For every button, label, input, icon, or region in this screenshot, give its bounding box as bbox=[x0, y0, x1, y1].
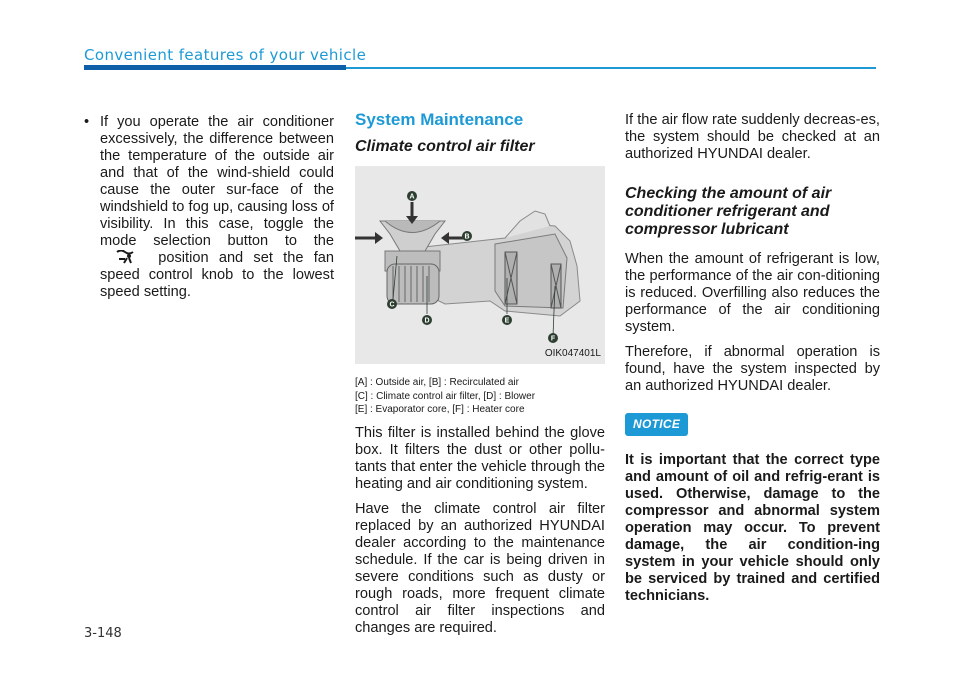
bullet-text-before: If you operate the air conditioner excessively, the difference between the temperature of the outside air and that of the wind-shield could cause the outer sur-face of the windshield to fog up, causing loss of visibility. In this case, toggle the mode selection button to the bbox=[100, 114, 334, 249]
bullet-text-after: position and set the fan speed control knob to the lowest speed setting. bbox=[100, 250, 334, 300]
figure-caption bbox=[355, 376, 605, 417]
air-filter-diagram bbox=[355, 166, 605, 364]
svg-text:C: C bbox=[389, 301, 395, 309]
bullet-item bbox=[84, 114, 334, 301]
column-left bbox=[84, 114, 334, 301]
svg-text:D: D bbox=[424, 317, 430, 325]
defrost-mode-icon bbox=[114, 250, 136, 264]
notice-badge: NOTICE bbox=[625, 413, 688, 436]
svg-text:F: F bbox=[550, 335, 556, 343]
svg-text:E: E bbox=[504, 317, 510, 325]
sub-heading: Checking the amount of air conditioner refrigerant and compressor lubricant bbox=[625, 185, 832, 238]
caption-line: [E] : Evaporator core, [F] : Heater core bbox=[355, 404, 525, 415]
svg-text:A: A bbox=[409, 193, 415, 201]
column-right bbox=[625, 112, 880, 605]
bullet-text bbox=[100, 114, 334, 301]
caption-line: [C] : Climate control air filter, [D] : Blower bbox=[355, 390, 536, 402]
paragraph: When the amount of refrigerant is low, the performance of the air con-ditioning is reduced. Overfilling also reduces the performance of the air conditioning system. bbox=[625, 251, 880, 335]
figure-code: OIK047401L bbox=[544, 348, 601, 359]
paragraph: If the air flow rate suddenly decreas-es, the system should be checked at an authorized HYUNDAI dealer. bbox=[625, 112, 880, 162]
page-number: 3-148 bbox=[84, 626, 122, 641]
section-heading: System Maintenance bbox=[355, 110, 524, 129]
caption-line: [A] : Outside air, [B] : Recirculated air bbox=[355, 377, 519, 388]
section-header-title: Convenient features of your vehicle bbox=[84, 46, 367, 64]
notice-text: It is important that the correct type and amount of oil and refrig-erant is used. Otherwise, damage to the compressor and abnormal system operation may occur. To prevent damage, the air condition-ing system in your vehicle should only be serviced by trained and certified technicians. bbox=[625, 452, 880, 604]
header-bar-dark bbox=[84, 65, 346, 70]
sub-heading: Climate control air filter bbox=[355, 138, 535, 155]
paragraph: This filter is installed behind the glove box. It filters the dust or other pollu-tants that enter the vehicle through the heating and air conditioning system. bbox=[355, 424, 605, 492]
paragraph: Have the climate control air filter replaced by an authorized HYUNDAI dealer according to the maintenance schedule. If the car is being driven in severe conditions such as dusty or rough roads, more frequent climate control air filter inspections and changes are required. bbox=[355, 500, 605, 636]
header-bar-light bbox=[346, 67, 876, 69]
air-flow-illustration bbox=[355, 166, 605, 364]
bullet-dot: • bbox=[84, 114, 90, 130]
paragraph: Therefore, if abnormal operation is found, have the system inspected by an authorized HYUNDAI dealer. bbox=[625, 344, 880, 394]
svg-text:B: B bbox=[464, 233, 470, 241]
column-middle bbox=[355, 110, 605, 645]
